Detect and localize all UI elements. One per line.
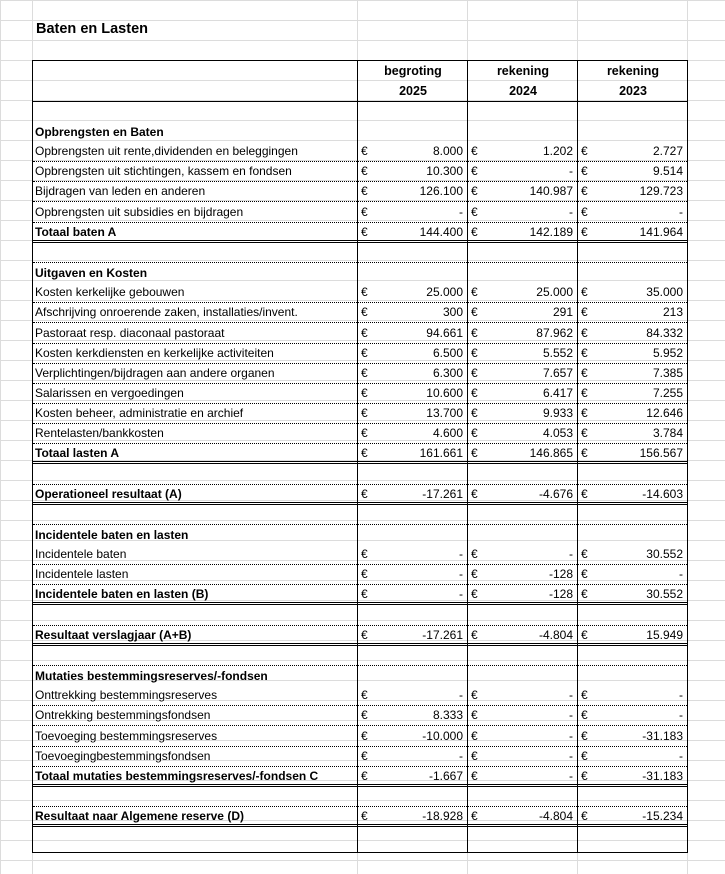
amount-cell: 87.962 — [536, 325, 573, 340]
header-year-2024: 2024 — [509, 84, 537, 98]
currency-symbol: € — [471, 285, 478, 300]
currency-symbol: € — [471, 547, 478, 562]
currency-symbol: € — [361, 365, 368, 380]
amount-cell: 4.053 — [542, 426, 573, 441]
currency-symbol: € — [361, 345, 368, 360]
table-row — [33, 282, 687, 303]
amount-cell: -17.261 — [422, 486, 463, 501]
amount-cell: 25.000 — [426, 285, 463, 300]
row-label: Verplichtingen/bijdragen aan andere organen — [35, 365, 275, 380]
page-title: Baten en Lasten — [36, 21, 148, 37]
currency-symbol: € — [361, 144, 368, 159]
table-row — [33, 645, 687, 666]
table-row — [33, 746, 687, 767]
amount-cell: - — [569, 547, 573, 562]
amount-cell: 30.552 — [646, 587, 683, 602]
amount-cell: 291 — [552, 305, 573, 320]
amount-cell: 140.987 — [529, 184, 573, 199]
table-row — [33, 161, 687, 182]
currency-symbol: € — [361, 768, 368, 783]
amount-cell: - — [679, 567, 683, 582]
currency-symbol: € — [361, 567, 368, 582]
table-row — [33, 343, 687, 364]
row-label: Bijdragen van leden en anderen — [35, 184, 206, 199]
table-row — [33, 705, 687, 726]
currency-symbol: € — [471, 305, 478, 320]
amount-cell: -31.183 — [642, 728, 683, 743]
row-label: Kosten kerkelijke gebouwen — [35, 285, 185, 300]
amount-cell: 5.952 — [652, 345, 683, 360]
table-row — [33, 786, 687, 807]
row-label: Toevoeging bestemmingsreserves — [35, 728, 218, 743]
total-row — [33, 222, 687, 243]
currency-symbol: € — [471, 688, 478, 703]
currency-symbol: € — [581, 587, 588, 602]
row-label: Toevoegingbestemmingsfondsen — [35, 748, 211, 763]
currency-symbol: € — [361, 627, 368, 642]
amount-cell: 10.600 — [426, 385, 463, 400]
section-header-row — [33, 121, 687, 141]
amount-cell: 161.661 — [419, 446, 463, 461]
amount-cell: - — [569, 688, 573, 703]
currency-symbol: € — [581, 547, 588, 562]
amount-cell: - — [679, 688, 683, 703]
table-row — [33, 504, 687, 525]
header-underline — [33, 81, 687, 102]
amount-cell: - — [679, 748, 683, 763]
row-label: Rentelasten/bankkosten — [35, 426, 164, 441]
row-label: Totaal lasten A — [35, 446, 120, 461]
amount-cell: 6.300 — [432, 365, 463, 380]
currency-symbol: € — [471, 224, 478, 239]
currency-symbol: € — [581, 285, 588, 300]
currency-symbol: € — [581, 768, 588, 783]
table-row — [33, 726, 687, 747]
currency-symbol: € — [471, 144, 478, 159]
currency-symbol: € — [581, 627, 588, 642]
currency-symbol: € — [471, 164, 478, 179]
amount-cell: -4.804 — [538, 627, 573, 642]
table-row — [33, 242, 687, 263]
amount-cell: - — [459, 567, 463, 582]
amount-cell: 5.552 — [542, 345, 573, 360]
currency-symbol: € — [361, 325, 368, 340]
header-begroting: begroting — [384, 64, 442, 78]
currency-symbol: € — [361, 486, 368, 501]
amount-cell: -4.676 — [538, 486, 573, 501]
total-row — [33, 584, 687, 605]
table-row — [33, 544, 687, 565]
currency-symbol: € — [581, 708, 588, 723]
amount-cell: -31.183 — [642, 768, 683, 783]
row-label: Salarissen en vergoedingen — [35, 385, 184, 400]
amount-cell: 7.255 — [652, 385, 683, 400]
currency-symbol: € — [471, 446, 478, 461]
currency-symbol: € — [581, 748, 588, 763]
currency-symbol: € — [361, 708, 368, 723]
currency-symbol: € — [581, 567, 588, 582]
table-row — [33, 202, 687, 223]
currency-symbol: € — [581, 325, 588, 340]
currency-symbol: € — [471, 587, 478, 602]
amount-cell: - — [569, 768, 573, 783]
amount-cell: - — [459, 688, 463, 703]
amount-cell: 2.727 — [652, 144, 683, 159]
row-label: Opbrengsten uit rente,dividenden en beleggingen — [35, 144, 298, 159]
currency-symbol: € — [471, 365, 478, 380]
amount-cell: 9.514 — [652, 164, 683, 179]
currency-symbol: € — [471, 406, 478, 421]
row-label: Afschrijving onroerende zaken, installaties/invent. — [35, 305, 298, 320]
currency-symbol: € — [361, 184, 368, 199]
amount-cell: -14.603 — [642, 486, 683, 501]
currency-symbol: € — [361, 164, 368, 179]
currency-symbol: € — [581, 426, 588, 441]
amount-cell: - — [569, 708, 573, 723]
currency-symbol: € — [361, 547, 368, 562]
amount-cell: 6.417 — [542, 385, 573, 400]
currency-symbol: € — [471, 708, 478, 723]
currency-symbol: € — [471, 627, 478, 642]
section-header-row — [33, 524, 687, 544]
currency-symbol: € — [471, 345, 478, 360]
row-label: Opbrengsten en Baten — [35, 125, 164, 139]
table-row — [33, 464, 687, 485]
currency-symbol: € — [581, 184, 588, 199]
currency-symbol: € — [581, 406, 588, 421]
table-row — [33, 141, 687, 162]
amount-cell: 6.500 — [432, 345, 463, 360]
currency-symbol: € — [581, 728, 588, 743]
row-label: Mutaties bestemmingsreserves/-fondsen — [35, 669, 268, 684]
amount-cell: 84.332 — [646, 325, 683, 340]
amount-cell: -4.804 — [538, 809, 573, 824]
currency-symbol: € — [581, 164, 588, 179]
currency-symbol: € — [581, 204, 588, 219]
table-row — [33, 302, 687, 323]
amount-cell: 1.202 — [542, 144, 573, 159]
total-row — [33, 443, 687, 464]
currency-symbol: € — [581, 688, 588, 703]
row-label: Incidentele lasten — [35, 567, 129, 582]
currency-symbol: € — [471, 728, 478, 743]
amount-cell: 12.646 — [646, 406, 683, 421]
result-row — [33, 625, 687, 646]
header-year-2025: 2025 — [399, 84, 427, 98]
row-label: Kosten beheer, administratie en archief — [35, 406, 244, 421]
currency-symbol: € — [361, 224, 368, 239]
table-row — [33, 685, 687, 706]
table-row — [33, 423, 687, 444]
amount-cell: -15.234 — [642, 809, 683, 824]
header-rekening-2024: rekening — [496, 64, 550, 78]
amount-cell: - — [459, 547, 463, 562]
row-label: Resultaat verslagjaar (A+B) — [35, 627, 192, 642]
amount-cell: 4.600 — [432, 426, 463, 441]
amount-cell: 9.933 — [542, 406, 573, 421]
amount-cell: 94.661 — [426, 325, 463, 340]
currency-symbol: € — [361, 305, 368, 320]
currency-symbol: € — [361, 688, 368, 703]
table-row — [33, 323, 687, 344]
amount-cell: -128 — [548, 567, 573, 582]
currency-symbol: € — [581, 365, 588, 380]
currency-symbol: € — [361, 204, 368, 219]
row-label: Incidentele baten en lasten — [35, 528, 189, 542]
currency-symbol: € — [581, 224, 588, 239]
result-row — [33, 806, 687, 827]
currency-symbol: € — [471, 748, 478, 763]
row-label: Uitgaven en Kosten — [35, 266, 148, 281]
financial-table — [32, 60, 688, 853]
row-label: Operationeel resultaat (A) — [35, 486, 182, 501]
header-rekening-2023: rekening — [606, 64, 660, 78]
currency-symbol: € — [471, 426, 478, 441]
amount-cell: 142.189 — [529, 224, 573, 239]
amount-cell: 129.723 — [639, 184, 683, 199]
amount-cell: -17.261 — [422, 627, 463, 642]
amount-cell: - — [459, 587, 463, 602]
currency-symbol: € — [581, 486, 588, 501]
table-row — [33, 564, 687, 585]
section-header-row — [33, 665, 687, 685]
currency-symbol: € — [471, 768, 478, 783]
amount-cell: - — [569, 204, 573, 219]
currency-symbol: € — [361, 406, 368, 421]
amount-cell: 156.567 — [639, 446, 683, 461]
currency-symbol: € — [361, 426, 368, 441]
amount-cell: 8.333 — [432, 708, 463, 723]
amount-cell: 3.784 — [652, 426, 683, 441]
result-row — [33, 484, 687, 505]
currency-symbol: € — [471, 486, 478, 501]
amount-cell: -18.928 — [422, 809, 463, 824]
currency-symbol: € — [471, 204, 478, 219]
currency-symbol: € — [361, 285, 368, 300]
amount-cell: 146.865 — [529, 446, 573, 461]
amount-cell: 300 — [442, 305, 463, 320]
row-label: Ontrekking bestemmingsfondsen — [35, 708, 211, 723]
amount-cell: - — [569, 164, 573, 179]
table-row — [33, 826, 687, 846]
currency-symbol: € — [361, 809, 368, 824]
amount-cell: 35.000 — [646, 285, 683, 300]
amount-cell: 7.385 — [652, 365, 683, 380]
amount-cell: 144.400 — [419, 224, 463, 239]
amount-cell: 15.949 — [646, 627, 683, 642]
currency-symbol: € — [361, 748, 368, 763]
table-row — [33, 383, 687, 404]
table-row — [33, 403, 687, 424]
currency-symbol: € — [581, 385, 588, 400]
row-label: Onttrekking bestemmingsreserves — [35, 688, 218, 703]
currency-symbol: € — [581, 345, 588, 360]
amount-cell: 25.000 — [536, 285, 573, 300]
row-label: Resultaat naar Algemene reserve (D) — [35, 809, 244, 824]
row-label: Totaal baten A — [35, 224, 117, 239]
amount-cell: -128 — [548, 587, 573, 602]
currency-symbol: € — [361, 587, 368, 602]
amount-cell: - — [569, 748, 573, 763]
amount-cell: 30.552 — [646, 547, 683, 562]
amount-cell: 7.657 — [542, 365, 573, 380]
amount-cell: -10.000 — [422, 728, 463, 743]
currency-symbol: € — [471, 809, 478, 824]
header-year-2023: 2023 — [619, 84, 647, 98]
currency-symbol: € — [471, 385, 478, 400]
section-header-row — [33, 262, 687, 282]
row-label: Incidentele baten en lasten (B) — [35, 587, 209, 602]
currency-symbol: € — [361, 446, 368, 461]
amount-cell: 10.300 — [426, 164, 463, 179]
row-label: Kosten kerkdiensten en kerkelijke activiteiten — [35, 345, 274, 360]
table-row — [33, 363, 687, 384]
amount-cell: 13.700 — [426, 406, 463, 421]
amount-cell: - — [679, 708, 683, 723]
row-label: Pastoraat resp. diaconaal pastoraat — [35, 325, 225, 340]
row-label: Incidentele baten — [35, 547, 127, 562]
amount-cell: - — [459, 204, 463, 219]
currency-symbol: € — [581, 305, 588, 320]
amount-cell: - — [679, 204, 683, 219]
amount-cell: -1.667 — [428, 768, 463, 783]
amount-cell: - — [459, 748, 463, 763]
currency-symbol: € — [361, 728, 368, 743]
currency-symbol: € — [471, 567, 478, 582]
currency-symbol: € — [471, 184, 478, 199]
table-row — [33, 605, 687, 626]
amount-cell: 126.100 — [419, 184, 463, 199]
currency-symbol: € — [361, 385, 368, 400]
currency-symbol: € — [581, 446, 588, 461]
row-label: Totaal mutaties bestemmingsreserves/-fondsen C — [35, 768, 319, 783]
currency-symbol: € — [471, 325, 478, 340]
table-row — [33, 181, 687, 202]
currency-symbol: € — [581, 144, 588, 159]
total-row — [33, 766, 687, 787]
amount-cell: 213 — [662, 305, 683, 320]
amount-cell: 141.964 — [639, 224, 683, 239]
row-label: Opbrengsten uit subsidies en bijdragen — [35, 204, 244, 219]
amount-cell: - — [569, 728, 573, 743]
amount-cell: 8.000 — [432, 144, 463, 159]
row-label: Opbrengsten uit stichtingen, kassem en fondsen — [35, 164, 292, 179]
currency-symbol: € — [581, 809, 588, 824]
